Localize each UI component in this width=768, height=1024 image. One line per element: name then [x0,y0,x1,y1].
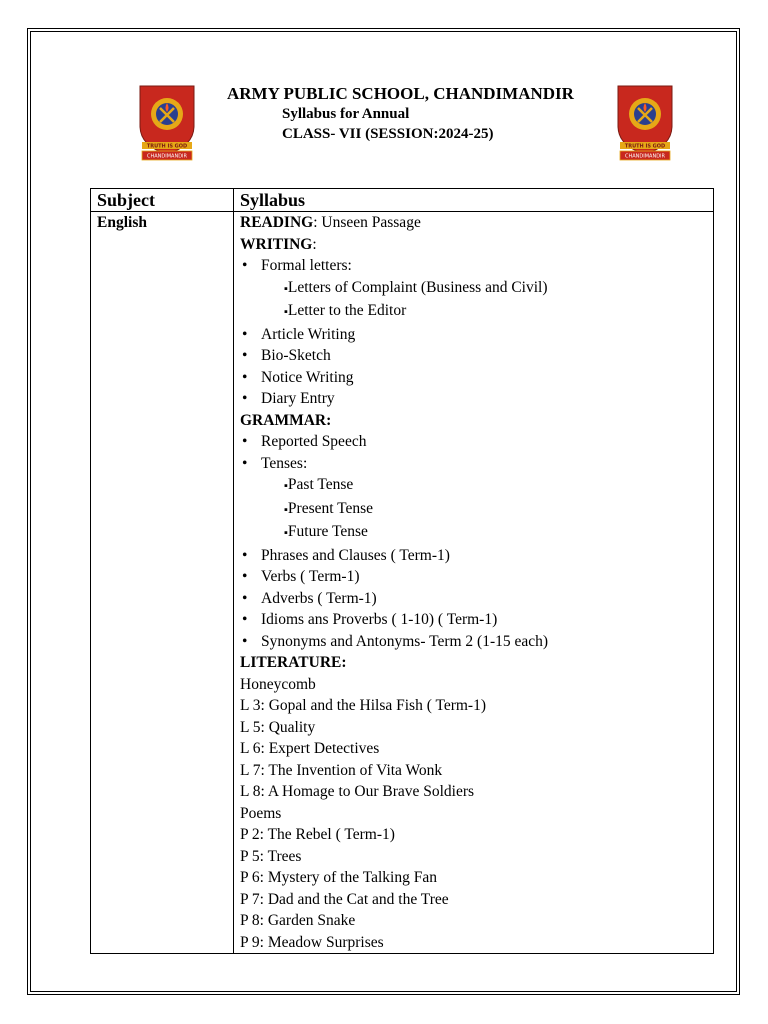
list-item: L 3: Gopal and the Hilsa Fish ( Term-1) [240,697,487,714]
list-item: L 7: The Invention of Vita Wonk [240,761,443,779]
literature-label: LITERATURE: [240,654,347,671]
school-crest-icon [614,84,676,162]
list-item: • Formal letters: [240,255,707,277]
list-item: Poems [240,804,282,822]
reading-label: READING [240,214,314,231]
list-item-text: Future Tense [287,523,368,540]
writing-suffix: : [312,235,317,253]
list-item: • Diary Entry [240,388,707,410]
list-item: P 2: The Rebel ( Term-1) [240,826,395,843]
writing-label: WRITING [240,235,313,253]
emblem-place: CHANDIMANDIR [624,153,666,160]
reading-text: : Unseen Passage [313,214,421,231]
list-item: P 5: Trees [240,847,302,865]
grammar-label: GRAMMAR: [240,411,332,429]
emblem-motto: TRUTH IS GOD [624,143,666,150]
list-item [240,300,707,324]
list-item: L 8: A Homage to Our Brave Soldiers [240,783,475,800]
list-item: • Idioms ans Proverbs ( 1-10) ( Term-1) [240,609,707,631]
syllabus-header: Syllabus [234,189,714,212]
school-name: ARMY PUBLIC SCHOOL, CHANDIMANDIR [227,84,574,103]
list-item: • Adverbs ( Term-1) [240,588,707,610]
list-item: P 8: Garden Snake [240,912,356,929]
table-row [91,212,714,954]
list-item [240,277,707,301]
list-item: • Reported Speech [240,431,707,453]
list-item: • Verbs ( Term-1) [240,566,707,588]
list-item: • Article Writing [240,324,707,346]
class-session: CLASS- VII (SESSION:2024-25) [282,126,494,142]
list-item: • Phrases and Clauses ( Term-1) [240,545,707,567]
list-item-text: Present Tense [287,499,374,517]
list-item: • Bio-Sketch [240,345,707,367]
list-item [240,498,707,522]
subject-header: Subject [91,189,234,212]
list-item-text: Letter to the Editor [287,302,407,319]
reading-line [240,212,707,234]
list-item: P 7: Dad and the Cat and the Tree [240,890,449,908]
list-item: L 6: Expert Detectives [240,740,380,757]
list-item: • Synonyms and Antonyms- Term 2 (1-15 each) [240,631,707,653]
school-crest-icon [136,84,198,162]
writing-line [240,234,707,256]
emblem-motto: TRUTH IS GOD [146,143,188,150]
subject-cell: English [91,212,234,954]
list-item-text: Letters of Complaint (Business and Civil) [287,278,548,296]
document-subtitle: Syllabus for Annual [282,106,410,122]
syllabus-cell [234,212,714,954]
emblem-place: CHANDIMANDIR [146,153,188,160]
list-item-text: Past Tense [287,476,354,493]
list-item [240,521,707,545]
table-header-row [91,189,714,212]
list-item: L 5: Quality [240,718,316,736]
syllabus-table [90,188,714,954]
list-item: • Tenses: [240,453,707,475]
document-header [227,84,607,144]
list-item: Honeycomb [240,675,316,693]
list-item: P 9: Meadow Surprises [240,933,384,951]
list-item [240,474,707,498]
list-item: P 6: Mystery of the Talking Fan [240,869,437,886]
list-item: • Notice Writing [240,367,707,389]
